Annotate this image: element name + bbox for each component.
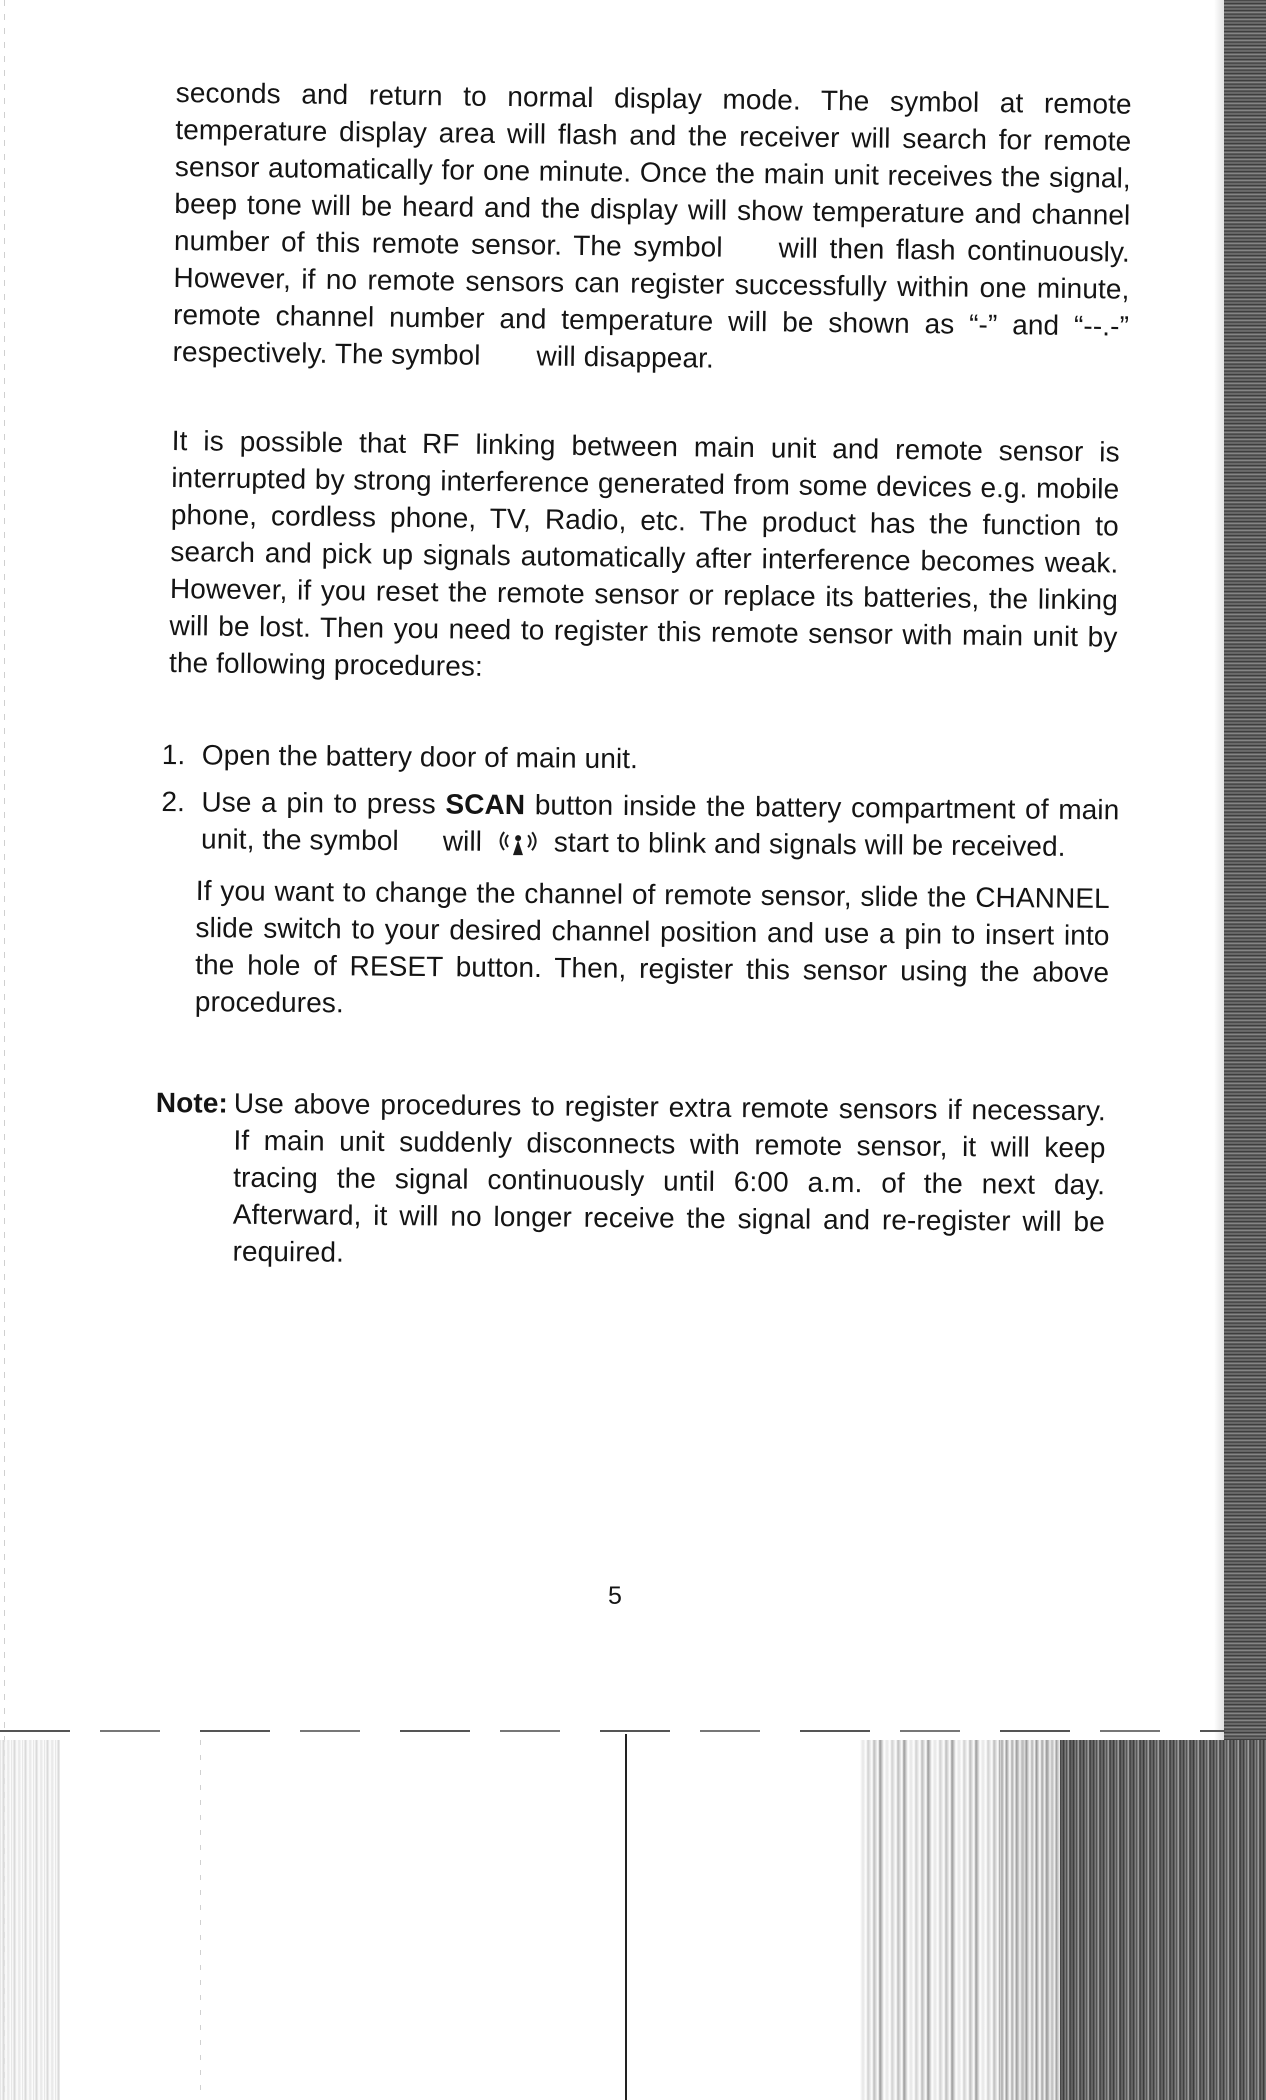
paragraph-1-part-a: seconds and return to normal display mode. The symbol at remote temperature display area will flash and the receiver will search for remote sensor automatically for one minute. Once the main unit receives the signal, beep tone will be heard and the display will show temperature and channel number of this remote sensor. The symbol <box>173 76 1132 263</box>
step-text: Open the battery door of main unit. <box>201 739 639 775</box>
step-number: 1. <box>161 738 186 771</box>
step-2-text-before: Use a pin to press <box>201 786 436 820</box>
step-2-text-will: will <box>442 825 483 857</box>
step-2-text-after: start to blink and signals will be received. <box>553 826 1066 862</box>
paragraph-change-channel <box>195 872 1110 1028</box>
note-label: Note: <box>155 1086 229 1119</box>
step-1 <box>162 736 1120 781</box>
paragraph-1-part-b: will then flash continuously. However, if no remote sensors can register successfully within one minute, remote channel number and temperature will be shown as “-” and “--.-” respectively. The symbol <box>172 232 1131 371</box>
page-number: 5 <box>608 1582 622 1610</box>
note-block <box>154 1084 1106 1277</box>
step-2-text-middle: button inside the battery compartment of main unit, the symbol <box>200 789 1120 857</box>
scan-faint-marks <box>200 1740 201 2100</box>
paragraph-1-part-c: will disappear. <box>536 340 715 374</box>
binding-line <box>625 1734 627 2100</box>
paragraph-3-text: If you want to change the channel of remote sensor, slide the CHANNEL slide switch to your desired channel position and use a pin to insert into the hole of RESET button. Then, register this sensor using the above procedures. <box>194 874 1110 1019</box>
note-text: Use above procedures to register extra remote sensors if necessary. If main unit suddenly disconnects with remote sensor, it will keep tracing the signal continuously until 6:00 a.m. of the next day. Afterward, it will no longer receive the signal and re-register will be required. <box>232 1087 1106 1268</box>
scan-button-label: SCAN <box>445 788 526 821</box>
blank-symbol-space <box>480 365 536 366</box>
step-number: 2. <box>161 785 186 818</box>
scan-artifact-dark <box>1060 1740 1266 2100</box>
scan-artifact-left <box>0 1740 60 2100</box>
procedure-steps <box>161 736 1120 875</box>
blank-symbol-space <box>723 257 779 258</box>
scan-edge-shadow <box>1214 0 1224 1740</box>
antenna-signal-icon <box>496 829 540 857</box>
step-2 <box>161 783 1120 865</box>
paragraph-rf-interference <box>169 422 1120 693</box>
scan-edge <box>1224 0 1266 1740</box>
paragraph-remote-search <box>172 74 1132 382</box>
paragraph-2-text: It is possible that RF linking between main unit and remote sensor is interrupted by strong interference generated from some devices e.g. mobile phone, cordless phone, TV, Radio, etc. The product has the function to search and pick up signals automatically after interference becomes weak. However, if you reset the remote sensor or replace its batteries, the linking will be lost. Then you need to register this remote sensor with main unit by the following procedures: <box>168 424 1120 682</box>
scan-divider <box>0 1730 1225 1732</box>
step-text <box>201 783 1120 865</box>
